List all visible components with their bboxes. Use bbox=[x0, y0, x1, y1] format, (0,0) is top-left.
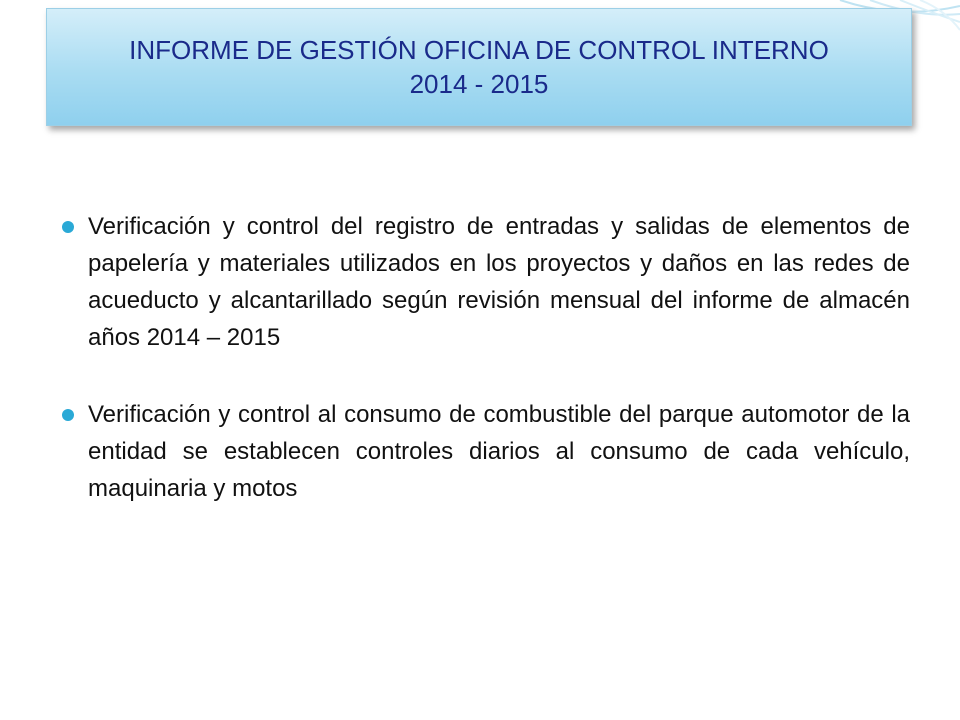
bullet-item bbox=[58, 396, 910, 507]
title-box bbox=[46, 8, 912, 126]
slide-subtitle-years: 2014 - 2015 bbox=[409, 69, 549, 99]
bullet-dot-icon bbox=[62, 409, 74, 421]
bullet-dot-icon bbox=[62, 221, 74, 233]
bullet-text: Verificación y control del registro de entradas y salidas de elementos de papelería y materiales utilizados en los proyectos y daños en las redes de acueducto y alcantarillado según revisión mensual del informe de almacén años 2014 – 2015 bbox=[88, 213, 910, 351]
bullet-list bbox=[58, 208, 910, 547]
slide-title: INFORME DE GESTIÓN OFICINA DE CONTROL INTERNO bbox=[129, 35, 829, 65]
bullet-item bbox=[58, 208, 910, 356]
bullet-text: Verificación y control al consumo de combustible del parque automotor de la entidad se establecen controles diarios al consumo de cada vehículo, maquinaria y motos bbox=[88, 401, 910, 502]
